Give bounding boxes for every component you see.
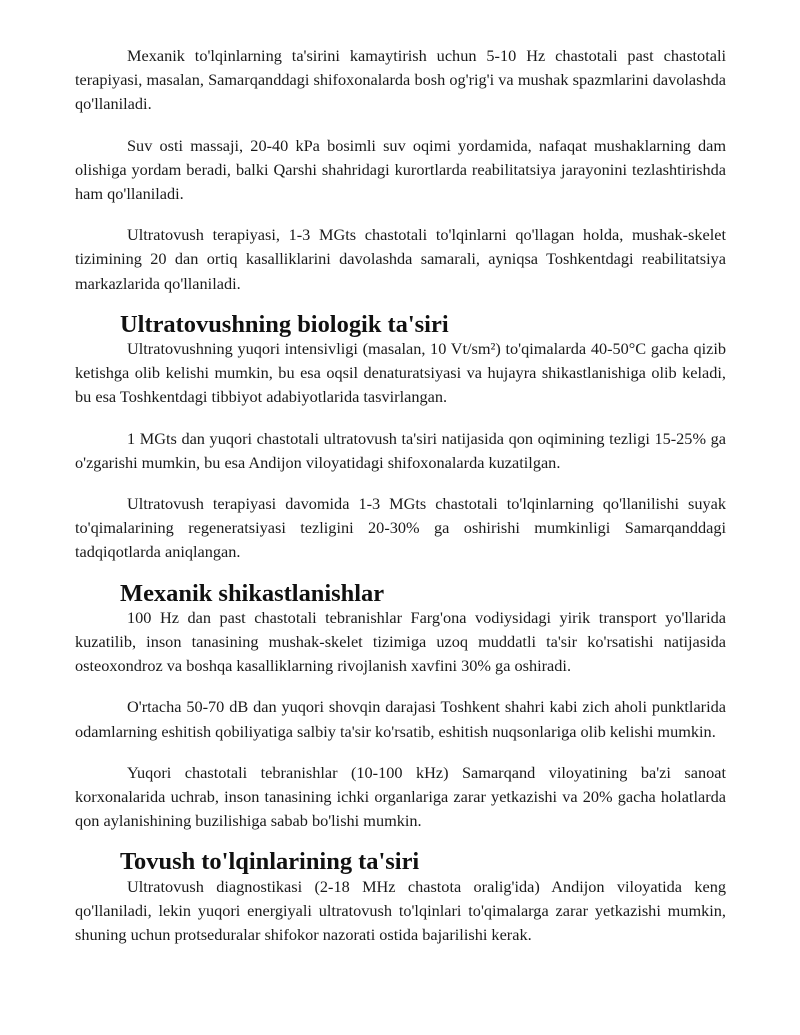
section2-paragraph-1: 100 Hz dan past chastotali tebranishlar Farg'ona vodiysidagi yirik transport yo'llarida kuzatilib, inson tanasining mushak-skelet tizimiga uzoq muddatli ta'sir ko'rsatishi natijasida osteoxondroz va boshqa kasalliklarning rivojlanish xavfini 30% ga oshiradi. xyxy=(75,607,726,676)
section1-paragraph-3: Ultratovush terapiyasi davomida 1-3 MGts chastotali to'lqinlarning qo'llanilishi suyak to'qimalarining regeneratsiyasi tezligini 20-30% ga oshirishi mumkinligi Samarqanddagi tadqiqotlarda aniqlangan. xyxy=(75,494,726,562)
section-heading-sound-waves: Tovush to'lqinlarining ta'siri xyxy=(120,848,420,876)
section1-paragraph-1: Ultratovushning yuqori intensivligi (masalan, 10 Vt/sm²) to'qimalarda 40-50°C gacha qizib ketishga olib kelishi mumkin, bu esa oqsil denaturatsiyasi va hujayra shikastlanishiga olib keladi, bu esa Toshkentdagi tibbiyot adabiyotlarida tasvirlangan. xyxy=(75,339,726,407)
document-page xyxy=(75,44,726,947)
section2-paragraph-2: O'rtacha 50-70 dB dan yuqori shovqin darajasi Toshkent shahri kabi zich aholi punktlarida odamlarning eshitish qobiliyatiga salbiy ta'sir ko'rsatib, eshitish nuqsonlariga olib kelishi mumkin. xyxy=(75,697,726,741)
intro-paragraph-2: Suv osti massaji, 20-40 kPa bosimli suv oqimi yordamida, nafaqat mushaklarning dam olishiga yordam beradi, balki Qarshi shahridagi kurortlarda reabilitatsiya jarayonini tezlashtirishda ham qo'llaniladi. xyxy=(75,135,726,204)
section-heading-biological-effect: Ultratovushning biologik ta'siri xyxy=(120,310,449,338)
section2-paragraph-3: Yuqori chastotali tebranishlar (10-100 kHz) Samarqand viloyatining ba'zi sanoat korxonalarida uchrab, inson tanasining ichki organlariga zarar yetkazishi va 20% gacha holatlarda qon aylanishining buzilishiga sabab bo'lishi mumkin. xyxy=(75,762,726,831)
section-heading-mechanical-damage: Mexanik shikastlanishlar xyxy=(120,579,385,607)
section3-paragraph-1: Ultratovush diagnostikasi (2-18 MHz chastota oralig'ida) Andijon viloyatida keng qo'llaniladi, lekin yuqori energiyali ultratovush to'lqinlari to'qimalarga zarar yetkazishi mumkin, shuning uchun protseduralar shifokor nazorati ostida bajarilishi kerak. xyxy=(75,876,726,945)
intro-paragraph-1: Mexanik to'lqinlarning ta'sirini kamaytirish uchun 5-10 Hz chastotali past chastotali terapiyasi, masalan, Samarqanddagi shifoxonalarda bosh og'rig'i va mushak spazmlarini davolashda qo'llaniladi. xyxy=(75,46,726,114)
section1-paragraph-2: 1 MGts dan yuqori chastotali ultratovush ta'siri natijasida qon oqimining tezligi 15-25% ga o'zgarishi mumkin, bu esa Andijon viloyatidagi shifoxonalarda kuzatilgan. xyxy=(75,428,726,472)
intro-paragraph-3: Ultratovush terapiyasi, 1-3 MGts chastotali to'lqinlarni qo'llagan holda, mushak-skelet tizimining 20 dan ortiq kasalliklarini davolashda samarali, ayniqsa Toshkentdagi reabilitatsiya markazlarida qo'llaniladi. xyxy=(75,225,726,293)
